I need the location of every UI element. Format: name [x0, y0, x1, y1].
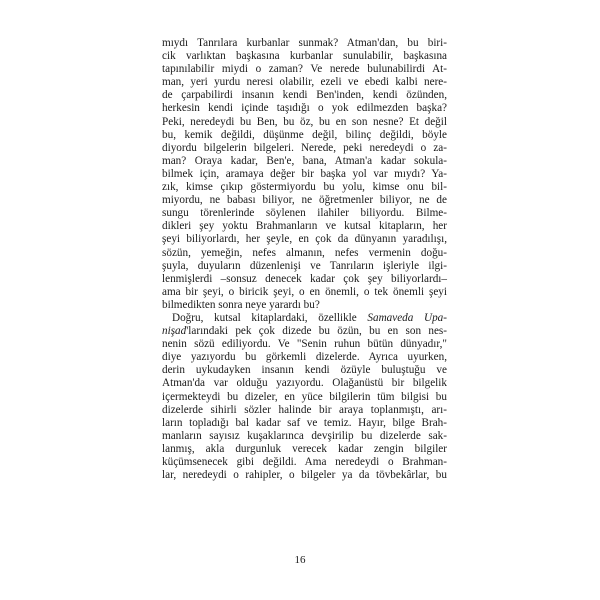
paragraph [162, 37, 447, 312]
text-line: Peki, neredeydi bu Ben, bu öz, bu en son nesne? Et değil [162, 115, 447, 128]
text-line: ların topladığı bal kadar saf ve temiz. Hayır, bilge Brah- [162, 416, 447, 429]
text-line: miyordu, ne babası biliyor, ne öğretmenler biliyor, ne de [162, 194, 447, 207]
paragraph [162, 312, 447, 482]
text-line: zık, kimse çıkıp göstermiyordu bu yolu, kimse onu bil- [162, 181, 447, 194]
text-line: tapınılabilir miydi o zaman? Ve nerede bulunabilirdi At- [162, 63, 447, 76]
text-line: bu, kemik değildi, düşünme değil, bilinç değildi, böyle [162, 128, 447, 141]
text-line: de çarpabilirdi insanın kendi Ben'inden, kendi özünden, [162, 89, 447, 102]
text-line: man, yeri yurdu neresi olabilir, ezeli ve ebedi kalbi nere- [162, 76, 447, 89]
text-line: Doğru, kutsal kitaplardaki, özellikle Samaveda Upa- [172, 311, 447, 324]
text-line: Atman'da var olduğu yazıyordu. Olağanüstü bir bilgelik [162, 377, 447, 390]
text-line: ama bir şeyi, o biricik şeyi, o en önemli, o tek önemli şeyi [162, 285, 447, 298]
text-line: bilmek için, aramaya değer bir başka yol var mıydı? Ya- [162, 167, 447, 180]
text-line: sözün, yemeğin, nefes almanın, nefes vermenin doğu- [162, 246, 447, 259]
text-line: küçümsenecek gibi değildi. Ama neredeydi o Brahman- [162, 456, 447, 468]
text-line: şuyla, duyuların düzenlenişi ve Tanrıların işleriyle ilgi- [162, 259, 447, 272]
text-line: herkesin kendi içinde taşıdığı o yok edilmezden başka? [162, 102, 447, 115]
text-line: diye yazıyordu bu görkemli dizelerde. Ayrıca uyurken, [162, 351, 447, 364]
text-line: man? Oraya kadar, Ben'e, bana, Atman'a kadar sokula- [162, 154, 447, 167]
text-line: derin uykudayken insanın kendi özüyle buluştuğu ve [162, 364, 447, 377]
text-line: nenin sözü ediliyordu. Ve "Senin ruhun bütün dünyadır," [162, 338, 447, 351]
text-line: şeyi biliyorlardı, her şeyle, en çok da dünyanın yaradılışı, [162, 233, 447, 246]
text-line: dikleri şey yoktu Brahmanların ve kutsal kitapların, her [162, 220, 447, 233]
text-line: lenmişlerdi –sonsuz denecek kadar çok şey biliyorlardı– [162, 272, 447, 285]
text-line: bilmedikten sonra neye yarardı bu? [162, 298, 320, 311]
text-line: diyordu bilgelerin bilgeleri. Nerede, peki neredeydi o za- [162, 141, 447, 154]
text-line: mıydı Tanrılara kurbanlar sunmak? Atman'dan, bu biri- [162, 37, 447, 49]
text-line: lar, neredeydi o rahipler, o bilgeler ya da tövbekârlar, bu [162, 469, 447, 482]
text-line: içermekteydi bu dizeler, en yüce bilgilerin tüm bilgisi bu [162, 390, 447, 403]
text-line: lanmış, akla durgunluk verecek kadar zengin bilgiler [162, 442, 447, 455]
text-line: dizelerde sihirli sözler halinde bir araya toplanmıştı, arı- [162, 403, 447, 416]
text-line: sungu törenlerinde söylenen ilahiler biliyordu. Bilme- [162, 207, 447, 220]
text-line: cik varlıktan başkasına kurbanlar sunulabilir, başkasına [162, 50, 447, 63]
body-text [162, 37, 447, 482]
text-line: manların sayısız kuşaklarınca devşirilip bu dizelerde sak- [162, 429, 447, 442]
page-number: 16 [294, 554, 306, 566]
text-line: nişad'larındaki pek çok dizede bu özün, bu en son nes- [162, 325, 447, 338]
